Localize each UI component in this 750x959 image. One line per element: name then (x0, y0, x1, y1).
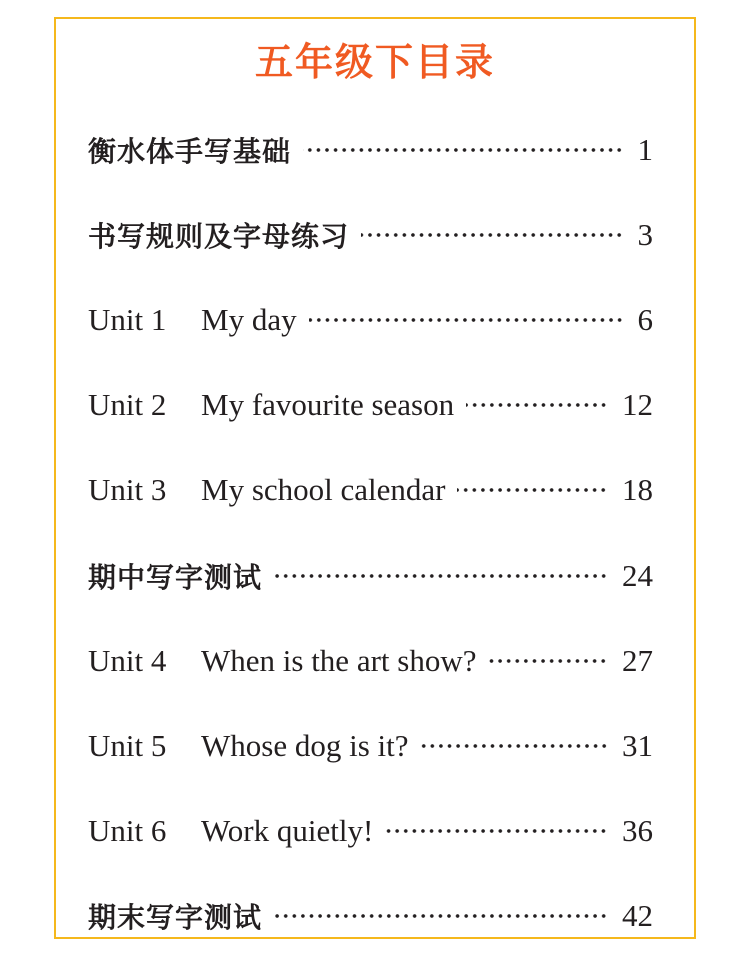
toc-row[interactable] (88, 277, 653, 362)
toc-unit: Unit 6 (88, 813, 167, 849)
toc-label (88, 556, 262, 596)
toc-label (88, 472, 445, 508)
toc-page-number: 42 (622, 898, 653, 934)
toc-label (88, 130, 291, 170)
toc-page-number: 31 (622, 727, 653, 763)
toc-row[interactable] (88, 874, 653, 959)
toc-row[interactable] (88, 789, 653, 874)
toc-row[interactable] (88, 107, 653, 192)
dot-leader (309, 317, 624, 323)
toc-label (88, 813, 373, 849)
dot-leader (303, 147, 623, 153)
toc-title: Whose dog is it? (201, 727, 409, 763)
toc-title: My favourite season (201, 387, 455, 423)
dot-leader (457, 487, 608, 493)
toc-label (88, 387, 454, 423)
toc-unit: Unit 5 (88, 727, 167, 763)
page-title: 五年级下目录 (254, 40, 495, 84)
toc-title: Work quietly! (201, 813, 374, 849)
dot-leader (488, 658, 608, 664)
toc-title: My day (201, 301, 297, 337)
dot-leader (274, 913, 608, 919)
toc-page-number: 36 (622, 813, 653, 849)
toc-page-number: 27 (622, 642, 653, 678)
dot-leader (361, 232, 623, 238)
dot-leader (466, 402, 608, 408)
toc-label (88, 302, 297, 338)
toc-title: 期中写字测试 (88, 560, 263, 594)
dot-leader (385, 828, 608, 834)
toc-page-number: 3 (637, 216, 653, 252)
toc-page-number: 18 (622, 472, 653, 508)
toc-row[interactable] (88, 448, 653, 533)
table-of-contents (88, 107, 653, 959)
toc-row[interactable] (88, 533, 653, 618)
toc-title: When is the art show? (201, 642, 477, 678)
toc-title: 衡水体手写基础 (88, 134, 292, 168)
toc-unit: Unit 2 (88, 387, 167, 423)
toc-page-number: 24 (622, 557, 653, 593)
toc-label (88, 643, 476, 679)
toc-title: 期末写字测试 (88, 901, 263, 935)
toc-unit: Unit 3 (88, 472, 167, 508)
toc-unit: Unit 4 (88, 642, 167, 678)
dot-leader (274, 573, 608, 579)
toc-row[interactable] (88, 703, 653, 788)
toc-label (88, 896, 262, 936)
toc-row[interactable] (88, 363, 653, 448)
dot-leader (421, 743, 609, 749)
toc-label (88, 728, 409, 764)
toc-title: My school calendar (201, 472, 446, 508)
toc-row[interactable] (88, 618, 653, 703)
toc-row[interactable] (88, 192, 653, 277)
toc-page-number: 12 (622, 387, 653, 423)
toc-unit: Unit 1 (88, 301, 167, 337)
toc-title: 书写规则及字母练习 (88, 219, 350, 253)
toc-page-number: 6 (637, 301, 653, 337)
toc-page-number: 1 (637, 131, 653, 167)
toc-label (88, 215, 349, 255)
